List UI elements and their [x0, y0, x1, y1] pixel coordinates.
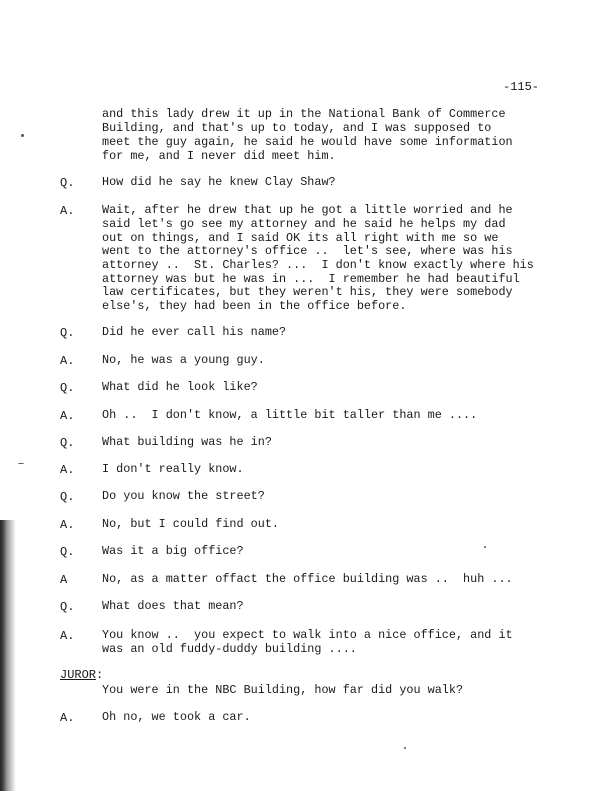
transcript-line: went to the attorney's office .. let's see, where was his	[102, 244, 513, 258]
intro-line: meet the guy again, he said he would have some information	[102, 135, 513, 149]
speaker-label: A.	[60, 354, 75, 368]
transcript-line: Was it a big office?	[102, 544, 244, 558]
speaker-label: Q.	[60, 490, 75, 504]
transcript-line: I don't really know.	[102, 462, 244, 476]
transcript-line: You know .. you expect to walk into a nice office, and it	[102, 628, 513, 642]
transcript-line: How did he say he knew Clay Shaw?	[102, 175, 336, 189]
scan-speck	[21, 134, 24, 137]
intro-line: for me, and I never did meet him.	[102, 149, 336, 163]
transcript-line: No, but I could find out.	[102, 517, 279, 531]
speaker-label: A.	[60, 409, 75, 423]
juror-colon: :	[96, 668, 104, 682]
scan-speck	[484, 546, 486, 548]
transcript-line: No, as a matter offact the office building was .. huh ...	[102, 572, 513, 586]
speaker-label: Q.	[60, 600, 75, 614]
transcript-line: What building was he in?	[102, 435, 272, 449]
transcript-line: Did he ever call his name?	[102, 325, 287, 339]
transcript-line: out on things, and I said OK its all right with me so we	[102, 231, 499, 245]
transcript-line: What does that mean?	[102, 599, 244, 613]
juror-label: JUROR	[60, 668, 97, 682]
transcript-line: Oh .. I don't know, a little bit taller than me ....	[102, 408, 478, 422]
speaker-label: A.	[60, 204, 75, 218]
intro-line: Building, and that's up to today, and I was supposed to	[102, 121, 492, 135]
speaker-label: Q.	[60, 381, 75, 395]
speaker-label: Q.	[60, 326, 75, 340]
scan-edge-shadow	[0, 520, 16, 791]
transcript-line: Do you know the street?	[102, 489, 265, 503]
speaker-label: Q.	[60, 545, 75, 559]
transcript-line: law certificates, but they weren't his, they were somebody	[102, 285, 513, 299]
page-number: -115-	[503, 80, 540, 94]
speaker-label: A.	[60, 629, 75, 643]
speaker-label: A.	[60, 463, 75, 477]
scan-speck	[404, 747, 406, 749]
juror-question: You were in the NBC Building, how far did you walk?	[102, 683, 464, 697]
transcript-line: attorney .. St. Charles? ... I don't know exactly where his	[102, 258, 534, 272]
intro-line: and this lady drew it up in the National Bank of Commerce	[102, 107, 506, 121]
transcript-line: What did he look like?	[102, 380, 258, 394]
transcript-line: No, he was a young guy.	[102, 353, 265, 367]
scan-speck	[18, 463, 24, 464]
transcript-line: attorney was but he was in ... I remember he had beautiful	[102, 272, 520, 286]
speaker-label: A.	[60, 518, 75, 532]
transcript-line: Wait, after he drew that up he got a little worried and he	[102, 203, 513, 217]
transcript-line: Oh no, we took a car.	[102, 710, 251, 724]
transcript-line: else's, they had been in the office before.	[102, 299, 407, 313]
speaker-label: A	[60, 573, 68, 587]
juror-speaker	[60, 668, 103, 682]
transcript-line: said let's go see my attorney and he said he helps my dad	[102, 217, 506, 231]
speaker-label: A.	[60, 711, 75, 725]
speaker-label: Q.	[60, 436, 75, 450]
speaker-label: Q.	[60, 176, 75, 190]
transcript-line: was an old fuddy-duddy building ....	[102, 642, 357, 656]
